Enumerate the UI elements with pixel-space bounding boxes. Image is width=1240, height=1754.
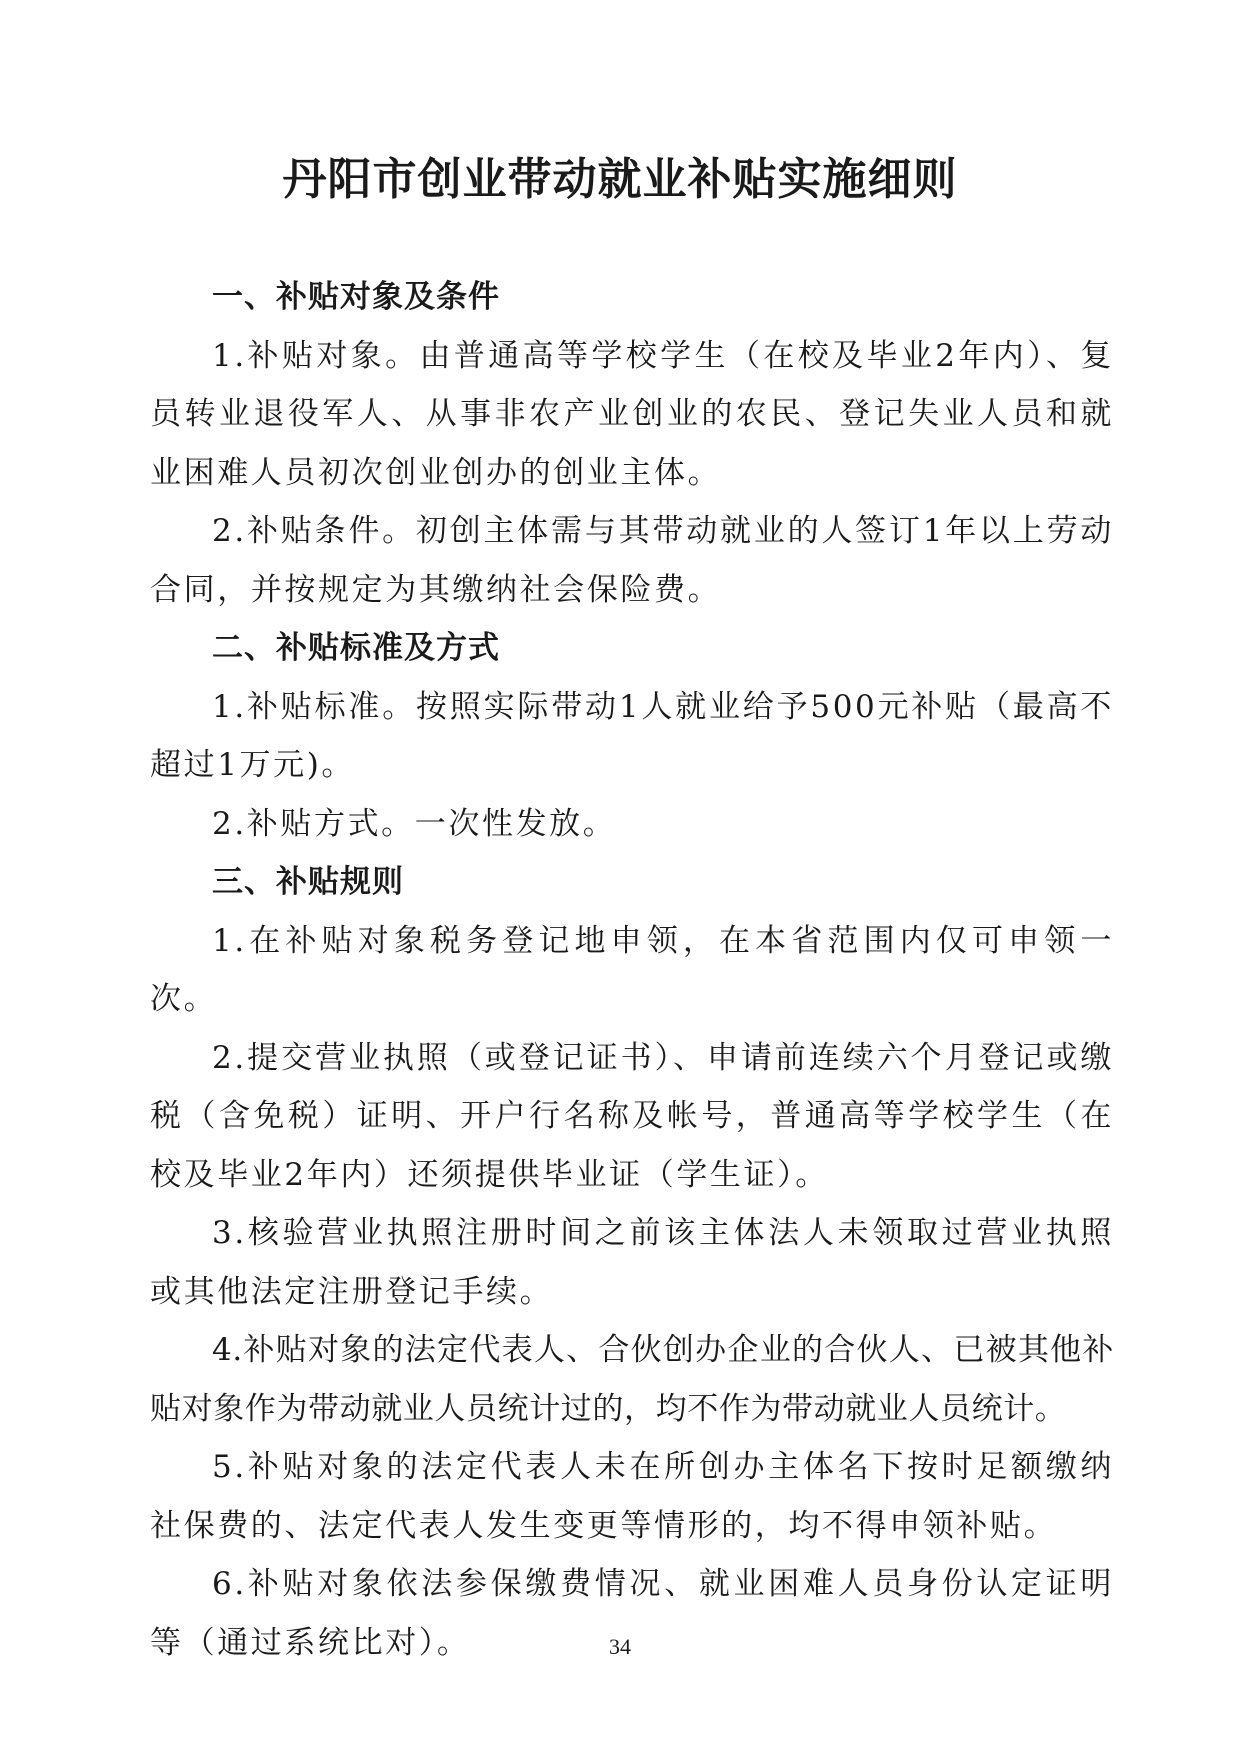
- section-1-paragraph-1: 1.补贴对象。由普通高等学校学生（在校及毕业2年内）、复员转业退役军人、从事非农产业创业的农民、登记失业人员和就业困难人员初次创业创办的创业主体。: [150, 337, 1114, 491]
- section-2-paragraph-1: 1.补贴标准。按照实际带动1人就业给予500元补贴（最高不超过1万元)。: [150, 688, 1114, 783]
- section-3-paragraph-5: 5.补贴对象的法定代表人未在所创办主体名下按时足额缴纳社保费的、法定代表人发生变更等情形的，均不得申领补贴。: [150, 1449, 1114, 1544]
- section-3-paragraph-3: 3.核验营业执照注册时间之前该主体法人未领取过营业执照或其他法定注册登记手续。: [150, 1215, 1114, 1310]
- page-number: 34: [609, 1634, 631, 1659]
- section-3-paragraph-4: 4.补贴对象的法定代表人、合伙创办企业的合伙人、已被其他补贴对象作为带动就业人员统计过的，均不作为带动就业人员统计。: [150, 1332, 1114, 1427]
- section-3-paragraph-2: 2.提交营业执照（或登记证书）、申请前连续六个月登记或缴税（含免税）证明、开户行名称及帐号，普通高等学校学生（在校及毕业2年内）还须提供毕业证（学生证）。: [150, 1039, 1114, 1193]
- document-body: [150, 268, 1114, 1672]
- section-1-paragraph-2: 2.补贴条件。初创主体需与其带动就业的人签订1年以上劳动合同，并按规定为其缴纳社会保险费。: [150, 513, 1114, 608]
- section-heading-3: 三、补贴规则: [212, 864, 404, 900]
- section-3-paragraph-1: 1.在补贴对象税务登记地申领，在本省范围内仅可申领一次。: [150, 922, 1114, 1017]
- section-3-paragraph-6: 6.补贴对象依法参保缴费情况、就业困难人员身份认定证明等（通过系统比对）。: [150, 1566, 1114, 1661]
- document-title: 丹阳市创业带动就业补贴实施细则: [282, 154, 958, 205]
- section-heading-1: 一、补贴对象及条件: [212, 279, 500, 315]
- section-heading-2: 二、补贴标准及方式: [212, 630, 500, 666]
- section-2-paragraph-2: 2.补贴方式。一次性发放。: [212, 805, 617, 842]
